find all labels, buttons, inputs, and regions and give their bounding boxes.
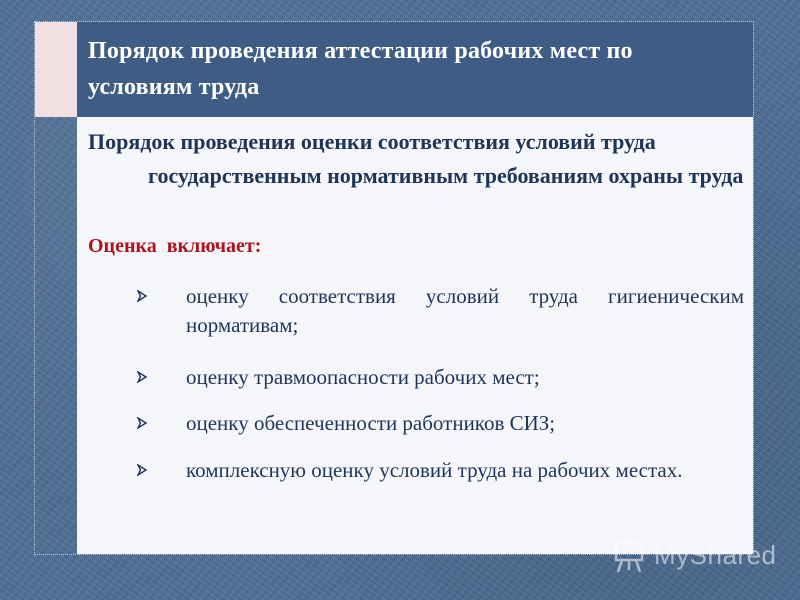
bullet-text: оценку травмоопасности рабочих мест; xyxy=(186,365,540,389)
arrow-bullet-icon xyxy=(136,371,148,383)
lead-text: Оценка включает: xyxy=(88,235,262,257)
arrow-bullet-icon xyxy=(136,290,148,302)
title-accent-block xyxy=(35,22,77,117)
bullet-text: оценку обеспеченности работников СИЗ; xyxy=(186,411,556,435)
slide-title: Порядок проведения аттестации рабочих мест по условиям труда xyxy=(88,38,633,100)
watermark-text: MyShared xyxy=(654,540,777,570)
bullet-text: оценку соответствия условий труда гигиеническим нормативам; xyxy=(186,284,744,337)
arrow-bullet-icon xyxy=(136,417,148,429)
arrow-bullet-icon xyxy=(136,464,148,476)
bullet-text: комплексную оценку условий труда на рабочих местах. xyxy=(186,458,683,482)
presentation-board-icon xyxy=(610,536,650,576)
watermark xyxy=(608,536,788,580)
slide-subtitle: Порядок проведения оценки соответствия условий труда государственным нормативным требованиям охраны труда xyxy=(88,129,744,188)
